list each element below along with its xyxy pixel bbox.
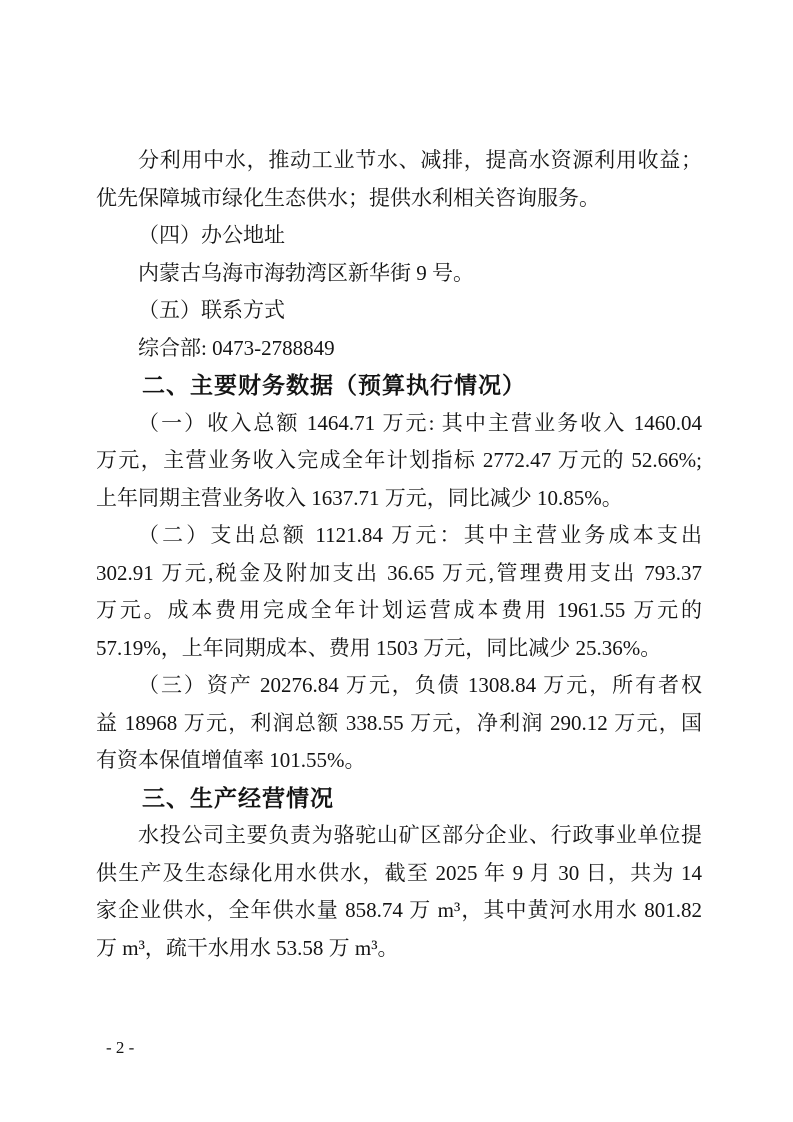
- doc-line: 万 m³，疏干水用水 53.58 万 m³。: [96, 935, 399, 960]
- page-number: - 2 -: [106, 1038, 135, 1057]
- doc-line: （三）资产 20276.84 万元，负债 1308.84 万元，所有者权: [138, 673, 702, 697]
- doc-line: 分利用中水，推动工业节水、减排，提高水资源利用收益；: [138, 148, 702, 172]
- doc-line: （二）支出总额 1121.84 万元：其中主营业务成本支出: [138, 523, 702, 547]
- doc-line-office-address-label: （四）办公地址: [138, 223, 285, 247]
- doc-line: 302.91 万元,税金及附加支出 36.65 万元,管理费用支出 793.37: [96, 560, 702, 585]
- doc-line: 益 18968 万元，利润总额 338.55 万元，净利润 290.12 万元，国: [96, 710, 702, 735]
- doc-line: 万元，主营业务收入完成全年计划指标 2772.47 万元的 52.66%;: [96, 448, 702, 472]
- doc-line: 上年同期主营业务收入 1637.71 万元，同比减少 10.85%。: [96, 485, 623, 510]
- doc-line-contact-phone: 综合部: 0473-2788849: [138, 335, 335, 360]
- doc-line: （一）收入总额 1464.71 万元: 其中主营业务收入 1460.04: [138, 410, 702, 435]
- doc-line: 优先保障城市绿化生态供水；提供水利相关咨询服务。: [96, 185, 600, 210]
- section-heading-financial-data: 二、主要财务数据（预算执行情况）: [142, 372, 526, 398]
- doc-line: 家企业供水，全年供水量 858.74 万 m³，其中黄河水用水 801.82: [96, 898, 702, 922]
- doc-line: 万元。成本费用完成全年计划运营成本费用 1961.55 万元的: [96, 598, 702, 622]
- doc-line: 水投公司主要负责为骆驼山矿区部分企业、行政事业单位提: [138, 823, 702, 847]
- doc-line: 有资本保值增值率 101.55%。: [96, 748, 366, 772]
- document-body: [96, 142, 702, 967]
- doc-line-contact-label: （五）联系方式: [138, 298, 285, 322]
- section-heading-production-operations: 三、生产经营情况: [142, 784, 334, 811]
- doc-line-office-address: 内蒙古乌海市海勃湾区新华街 9 号。: [138, 260, 474, 285]
- doc-line: 供生产及生态绿化用水供水，截至 2025 年 9 月 30 日，共为 14: [96, 860, 702, 885]
- doc-line: 57.19%，上年同期成本、费用 1503 万元，同比减少 25.36%。: [96, 635, 662, 660]
